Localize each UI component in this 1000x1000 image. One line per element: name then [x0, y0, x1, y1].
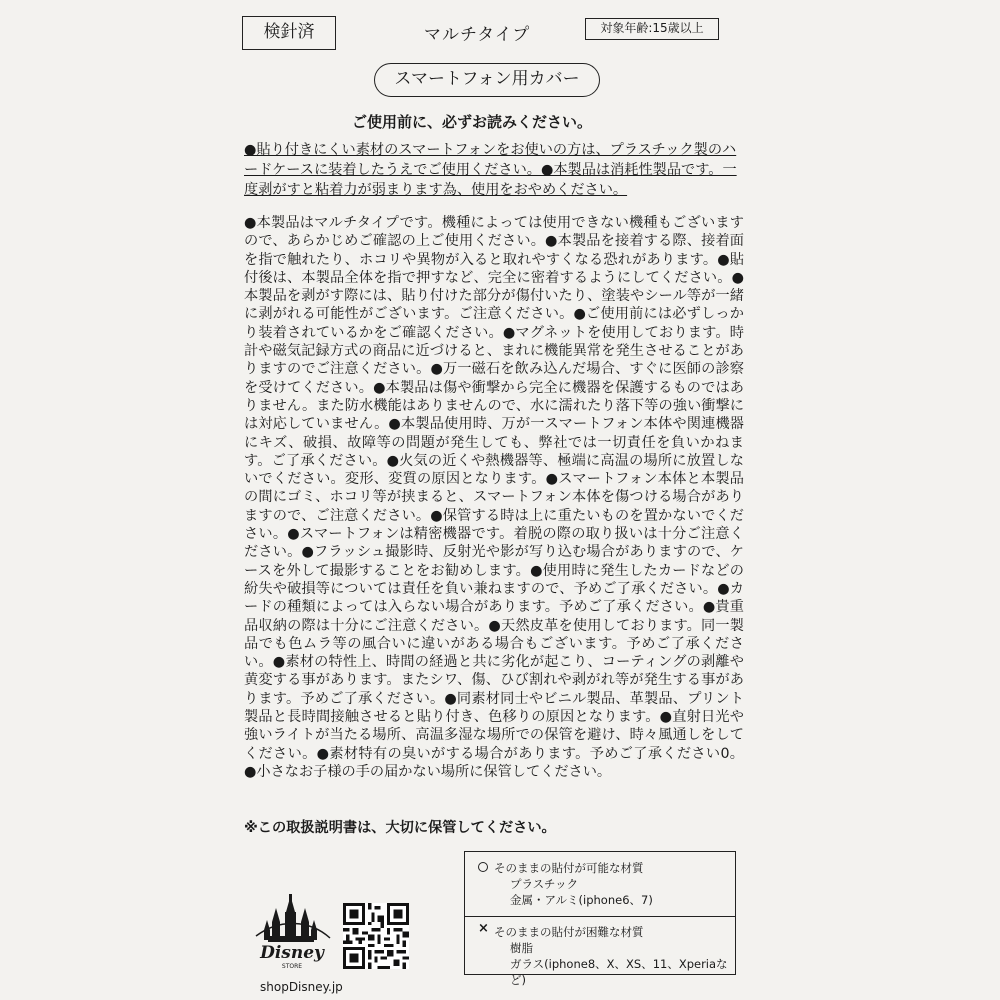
age-label: 対象年齢:15歳以上: [585, 18, 719, 40]
ng-material-item: 樹脂: [510, 941, 533, 955]
ok-material-item: 金属・アルミ(iphone6、7): [510, 893, 653, 907]
materials-box: [464, 851, 736, 987]
preface-heading: ご使用前に、必ずお読みください。: [352, 113, 593, 131]
ok-material-item: プラスチック: [510, 877, 579, 891]
ok-materials-title: そのままの貼付が可能な材質: [494, 861, 644, 875]
keep-notice: ※この取扱説明書は、大切に保管してください。: [244, 820, 556, 836]
ng-material-item: ガラス(iphone8、X、XS、11、Xperiaなど): [510, 957, 728, 987]
cross-icon: ×: [478, 921, 489, 936]
brand-logo-text: Disney: [260, 943, 324, 963]
castle-icon: [250, 892, 334, 970]
materials-divider: [465, 916, 735, 917]
store-logo-text: STORE: [281, 963, 303, 970]
instructions-body: ●本製品はマルチタイプです。機種によっては使用できない機種もございますので、あらかじめご確認の上ご使用ください。●本製品を接着する際、接着面を指で触れたり、ホコリや異物が入ると取れやすくなる恐れがあります。●貼付後は、本製品全体を指で押すなど、完全に密着するようにしてください。●本製品を剥がす際には、貼り付けた部分が傷付いたり、塗装やシール等が一緒に剥がれる可能性がございます。ご注意ください。●ご使用前には必ずしっかり装着されているかをご確認ください。●マグネットを使用しております。時計や磁気記録方式の商品に近づけると、まれに機能異常を発生させることがありますのでご注意ください。●万一磁石を飲み込んだ場合、すぐに医師の診察を受けてください。●本製品は傷や衝撃から完全に機器を保護するものではありません。また防水機能はありませんので、水に濡れたり落下等の強い衝撃には対応していません。●本製品使用時、万が一スマートフォン本体や関連機器にキズ、破損、故障等の問題が発生しても、弊社では一切責任を負いかねます。ご了承ください。●火気の近くや熱機器等、極端に高温の場所に放置しないでください。変形、変質の原因となります。●スマートフォン本体と本製品の間にゴミ、ホコリ等が挟まると、スマートフォン本体を傷つける場合がありますので、ご注意ください。●保管する時は上に重たいものを置かないでください。●スマートフォンは精密機器です。着脱の際の取り扱いは十分ご注意ください。●フラッシュ撮影時、反射光や影が写り込む場合がありますので、ケースを外して撮影することをお勧めします。●使用時に発生したカードなどの紛失や破損等については責任を負い兼ねますので、予めご了承ください。●カードの種類によっては入らない場合があります。予めご了承ください。●貴重品収納の際は十分にご注意ください。●天然皮革を使用しております。同一製品でも色ムラ等の風合いに違いがある場合もございます。予めご了承ください。●素材の特性上、時間の経過と共に劣化が起こり、コーティングの剥離や黄変する事があります。またシワ、傷、ひび割れや剥がれ等が発生する事があります。予めご了承ください。●同素材同士やビニル製品、革製品、プリント製品と長時間接触させると貼り付き、色移りの原因となります。●直射日光や強いライトが当たる場所、高温多湿な場所での保管を避け、時々風通しをしてください。●素材特有の臭いがする場合があります。予めご了承ください0。●小さなお子様の手の届かない場所に保管してください。: [244, 215, 744, 780]
product-name: スマートフォン用カバー: [374, 63, 600, 97]
type-label: マルチタイプ: [424, 25, 531, 45]
qr-code-icon: [343, 903, 409, 969]
circle-icon: [478, 862, 488, 872]
website-url: shopDisney.jp: [260, 980, 343, 994]
inspected-label: 検針済: [242, 16, 336, 50]
warning-text: ●貼り付きにくい素材のスマートフォンをお使いの方は、プラスチック製のハードケースに装着したうえでご使用ください。●本製品は消耗性製品です。一度剥がすと粘着力が弱まります為、使用をおやめください。: [244, 142, 737, 198]
ng-materials-title: そのままの貼付が困難な材質: [494, 925, 644, 939]
